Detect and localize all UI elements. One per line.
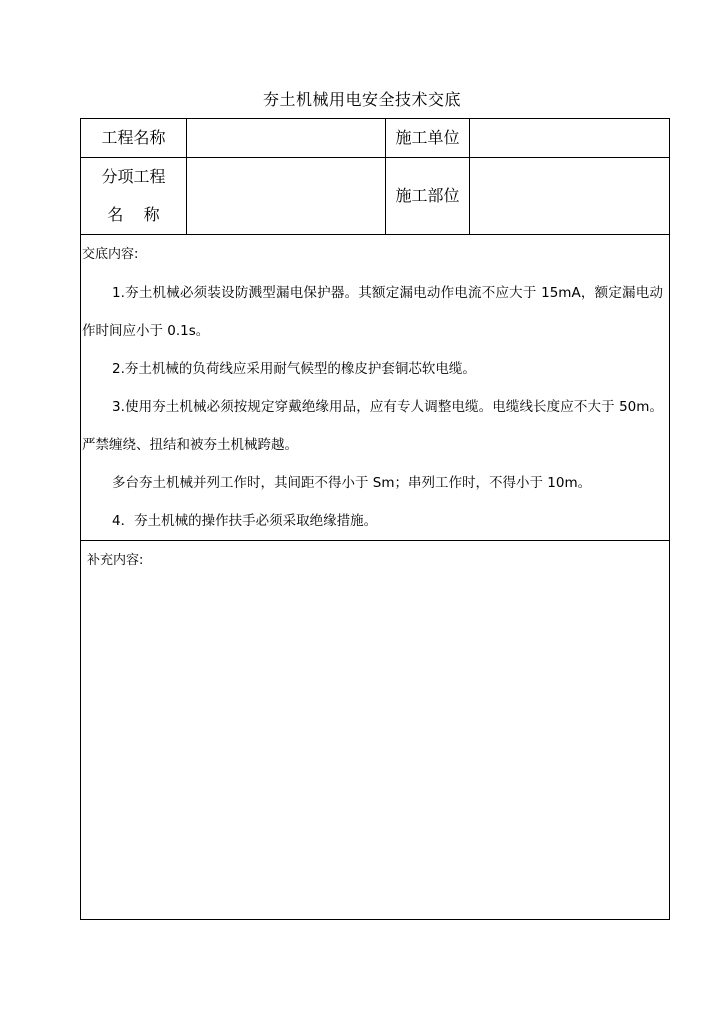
table-row	[81, 119, 670, 158]
construction-part-label: 施工部位	[386, 158, 470, 235]
sub-project-name-field[interactable]	[187, 158, 386, 235]
document-title: 夯土机械用电安全技术交底	[262, 90, 461, 109]
sub-project-label-line2: 名 称	[107, 205, 160, 224]
table-row	[81, 541, 670, 920]
content-paragraph-4: 多台夯土机械并列工作时，其间距不得小于 Sm；串列工作时，不得小于 10m。	[112, 475, 592, 491]
content-paragraph-1: 1.夯土机械必须装设防溅型漏电保护器。其额定漏电动作电流不应大于 15mA，额定漏电动作时间应小于 0.1s。	[82, 285, 663, 339]
content-paragraph-3: 3.使用夯土机械必须按规定穿戴绝缘用品，应有专人调整电缆。电缆线长度应不大于 50m。严禁缠绕、扭结和被夯土机械跨越。	[82, 399, 663, 453]
disclosure-content-cell	[81, 235, 670, 541]
disclosure-table	[80, 118, 670, 920]
construction-part-field[interactable]	[470, 158, 670, 235]
content-paragraph-2: 2.夯土机械的负荷线应采用耐气候型的橡皮护套铜芯软电缆。	[112, 361, 476, 377]
content-heading: 交底内容:	[82, 247, 139, 262]
supplement-heading: 补充内容:	[87, 553, 144, 568]
content-paragraph-5: 4．夯土机械的操作扶手必须采取绝缘措施。	[112, 513, 378, 529]
construction-unit-field[interactable]	[470, 119, 670, 158]
sub-project-name-label	[81, 158, 187, 235]
table-row	[81, 158, 670, 235]
table-row	[81, 235, 670, 541]
sub-project-label-line1: 分项工程	[101, 167, 166, 186]
construction-unit-label: 施工单位	[386, 119, 470, 158]
project-name-label: 工程名称	[81, 119, 187, 158]
supplement-content-cell[interactable]	[81, 541, 670, 920]
project-name-field[interactable]	[187, 119, 386, 158]
